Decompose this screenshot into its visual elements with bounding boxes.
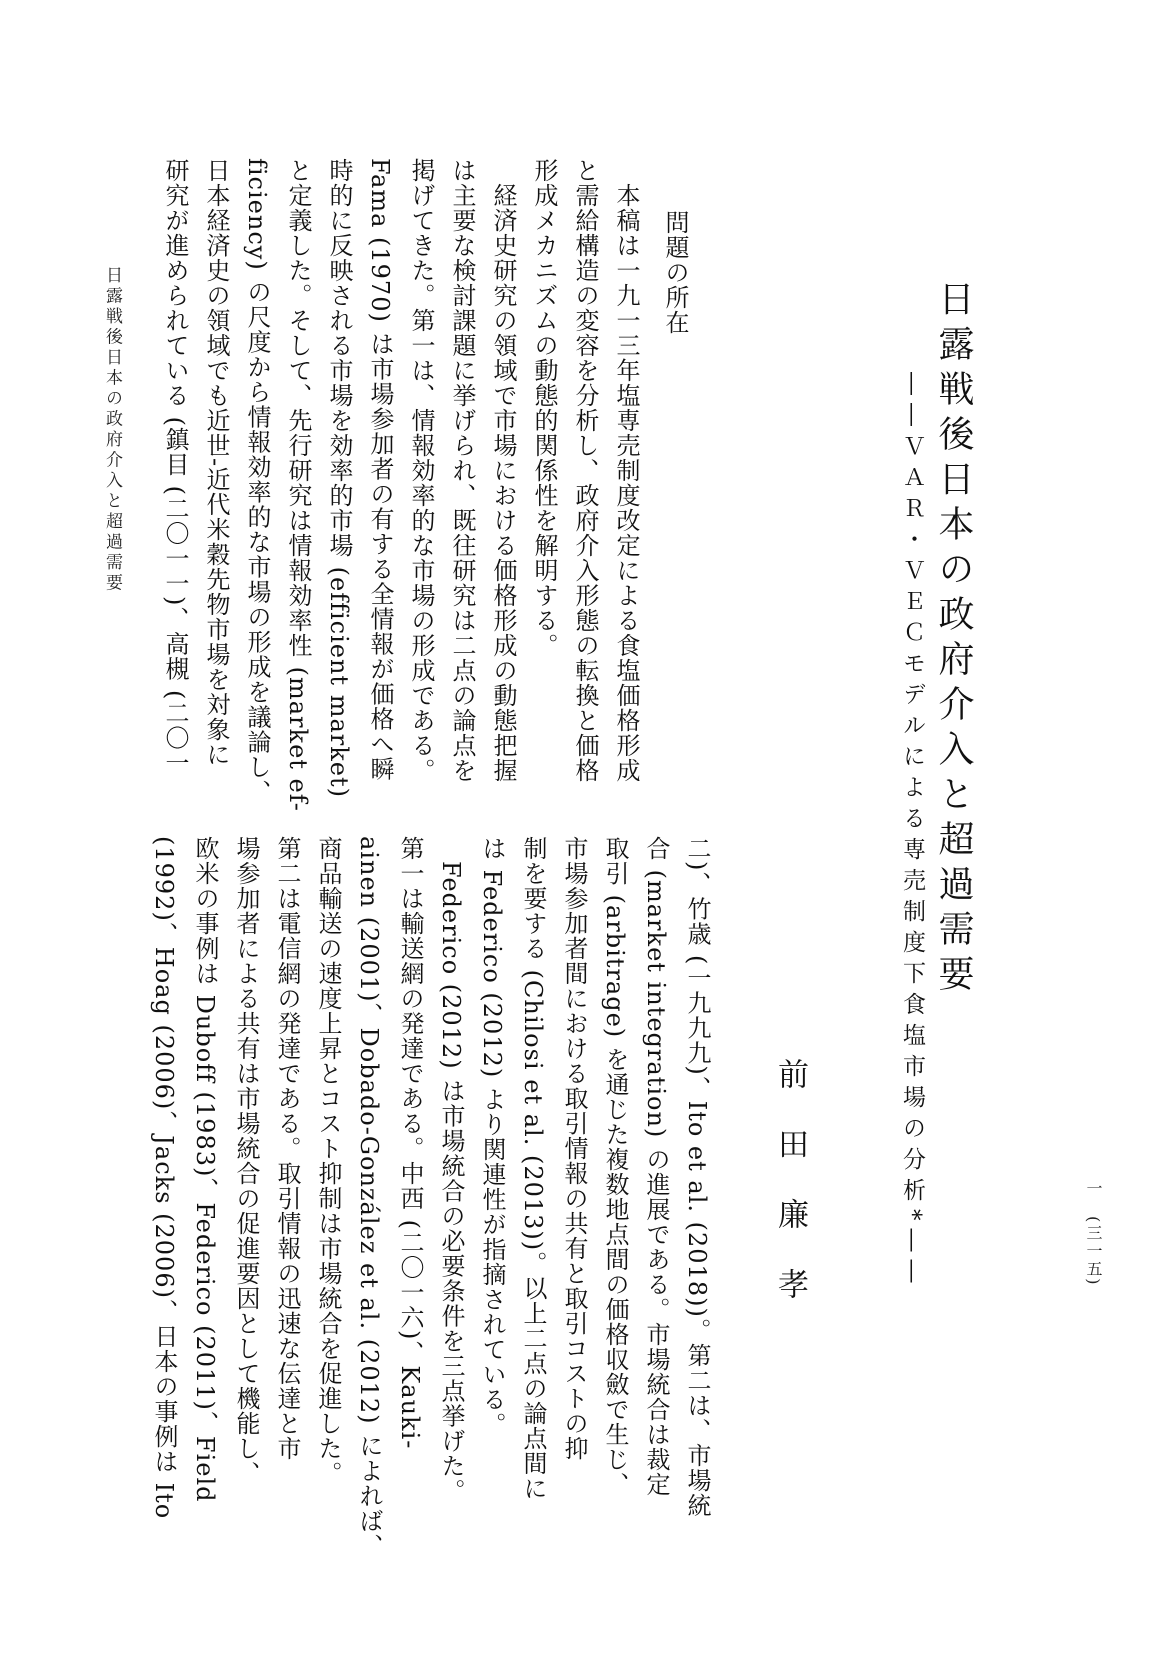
text-column: 合 (market integration) の進展である。市場統合は裁定 (642, 836, 670, 1497)
author-name: 前 田 廉 孝 (772, 1058, 808, 1303)
text-column: Federico (2012) は市場統合の必要条件を三点挙げた。 (437, 836, 465, 1504)
text-column: ficiency) の尺度から情報効率的な市場の形成を議論し、 (243, 158, 271, 805)
text-column: (1992)、Hoag (2006)、Jacks (2006)、日本の事例は Ito (150, 836, 178, 1520)
running-header: 日露戦後日本の政府介入と超過需要 (102, 266, 122, 594)
body-text-lower-band (140, 836, 717, 1559)
text-column: 市場参加者間における取引情報の共有と取引コストの抑 (560, 836, 588, 1461)
text-column: 第一は輸送網の発達である。中西 (二〇一六)、Kauki- (396, 836, 424, 1450)
text-column: 日本経済史の領域でも近世‐近代米穀先物市場を対象に (202, 158, 230, 768)
text-column: と定義した。そして、先行研究は情報効率性 (market ef- (284, 158, 312, 812)
text-column: は Federico (2012) より関連性が指摘されている。 (478, 836, 506, 1437)
text-column: ainen (2001)、Dobado-González et al. (2012) によれば、 (355, 836, 383, 1559)
text-column: 形成メカニズムの動態的関係性を解明する。 (530, 158, 558, 658)
text-column: Fama (1970) は市場参加者の有する全情報が価格へ瞬 (366, 158, 394, 782)
text-column: 場参加者による共有は市場統合の促進要因として機能し、 (232, 836, 260, 1486)
text-column: 商品輸送の速度上昇とコスト抑制は市場統合を促進した。 (314, 836, 342, 1486)
page-number: 一 (三一五) (1084, 1180, 1103, 1287)
page-subtitle: ――ＶＡＲ・ＶＥＣモデルによる専売制度下食塩市場の分析*―― (899, 372, 925, 1291)
text-column: 掲げてきた。第一は、情報効率的な市場の形成である。 (407, 158, 435, 783)
text-column: 第二は電信網の発達である。取引情報の迅速な伝達と市 (273, 836, 301, 1461)
text-column: 本稿は一九一三年塩専売制度改定による食塩価格形成 (612, 158, 640, 783)
text-column: は主要な検討課題に挙げられ、既往研究は二点の論点を (448, 158, 476, 783)
text-column: 制を要する (Chilosi et al. (2013))。以上二点の論点間に (519, 836, 547, 1502)
text-column: 経済史研究の領域で市場における価格形成の動態把握 (489, 158, 517, 783)
body-text-upper-band (140, 158, 646, 858)
page-title: 日露戦後日本の政府介入と超過需要 (933, 280, 974, 1000)
text-column: 時的に反映される市場を効率的市場 (efficient market) (325, 158, 353, 798)
text-column: 欧米の事例は Duboff (1983)、Federico (2011)、Field (191, 836, 219, 1503)
text-column: 研究が進められている (鎮目 (二〇一一)、高槻 (二〇一 (161, 158, 189, 776)
text-column: と需給構造の変容を分析し、政府介入形態の転換と価格 (571, 158, 599, 783)
text-column: 二)、竹歳 (一九九九)、Ito et al. (2018))。第二は、市場統 (683, 836, 711, 1518)
section-heading: 問題の所在 (661, 210, 689, 335)
text-column: 取引 (arbitrage) を通じた複数地点間の価格収斂で生じ、 (601, 836, 629, 1497)
